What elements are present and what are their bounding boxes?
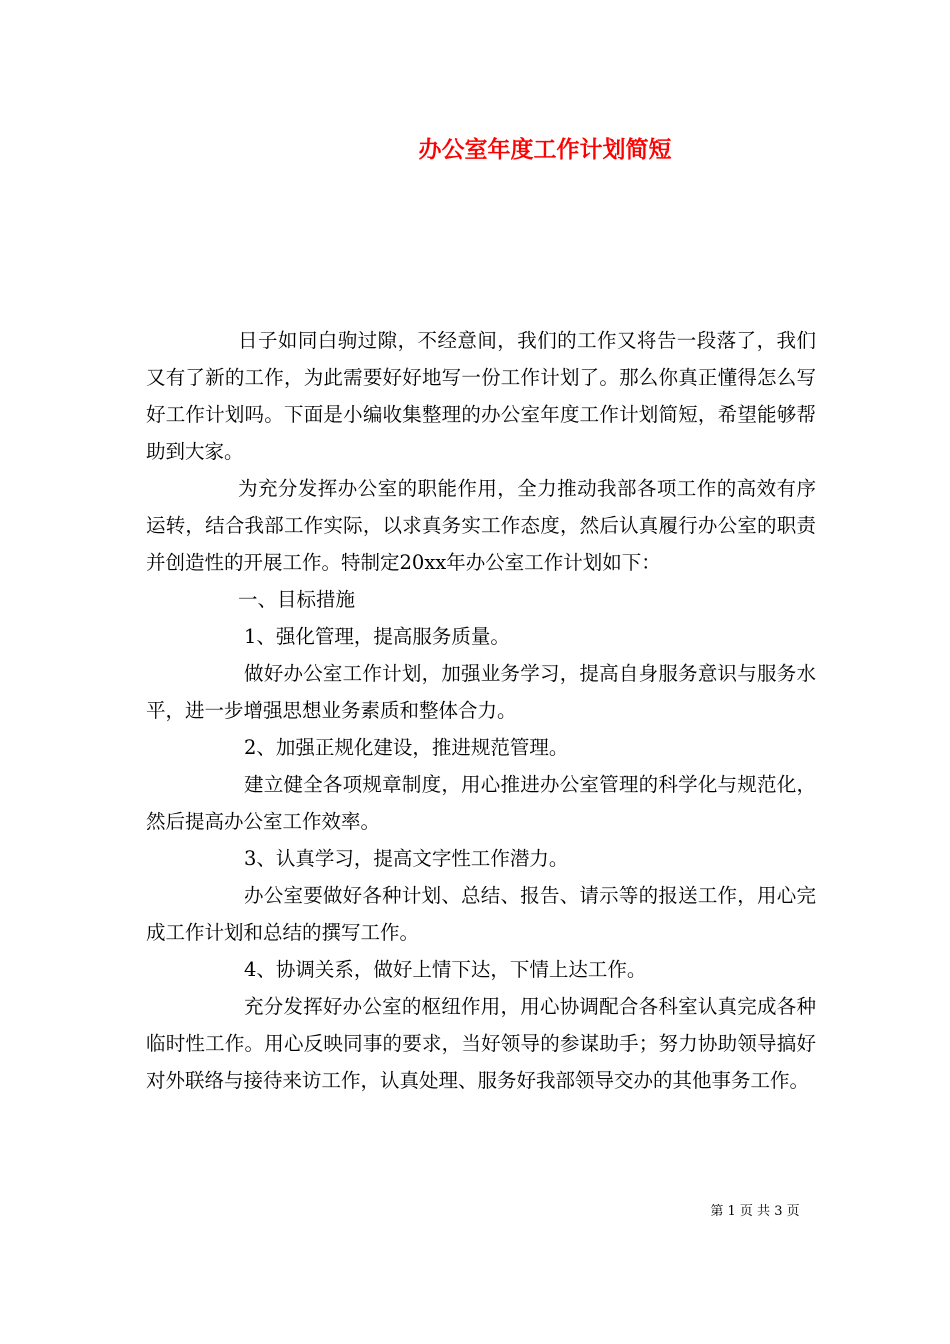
item-heading-4: 4、协调关系，做好上情下达，下情上达工作。 [244,958,647,981]
item-heading-3: 3、认真学习，提高文字性工作潜力。 [244,847,569,870]
item-body-1: 做好办公室工作计划，加强业务学习，提高自身服务意识与服务水平，进一步增强思想业务素质和整体合力。 [146,662,816,722]
document-title: 办公室年度工作计划简短 [418,136,672,163]
item-body-2: 建立健全各项规章制度，用心推进办公室管理的科学化与规范化，然后提高办公室工作效率。 [146,773,816,833]
paragraph-purpose: 为充分发挥办公室的职能作用，全力推动我部各项工作的高效有序运转，结合我部工作实际，以求真务实工作态度，然后认真履行办公室的职责并创造性的开展工作。特制定20xx年办公室工作计划如下： [146,477,816,574]
item-heading-2: 2、加强正规化建设，推进规范管理。 [244,736,569,759]
document-body [146,322,816,1099]
page-number-footer: 第 1 页 共 3 页 [710,1204,800,1219]
item-body-4: 充分发挥好办公室的枢纽作用，用心协调配合各科室认真完成各种临时性工作。用心反映同事的要求，当好领导的参谋助手；努力协助领导搞好对外联络与接待来访工作，认真处理、服务好我部领导交办的其他事务工作。 [146,995,816,1092]
item-heading-1: 1、强化管理，提高服务质量。 [244,625,510,648]
item-body-3: 办公室要做好各种计划、总结、报告、请示等的报送工作，用心完成工作计划和总结的撰写工作。 [146,884,816,944]
paragraph-intro: 日子如同白驹过隙，不经意间，我们的工作又将告一段落了，我们又有了新的工作，为此需要好好地写一份工作计划了。那么你真正懂得怎么写好工作计划吗。下面是小编收集整理的办公室年度工作计划简短，希望能够帮助到大家。 [146,329,816,463]
section-heading-goals: 一、目标措施 [238,588,356,611]
